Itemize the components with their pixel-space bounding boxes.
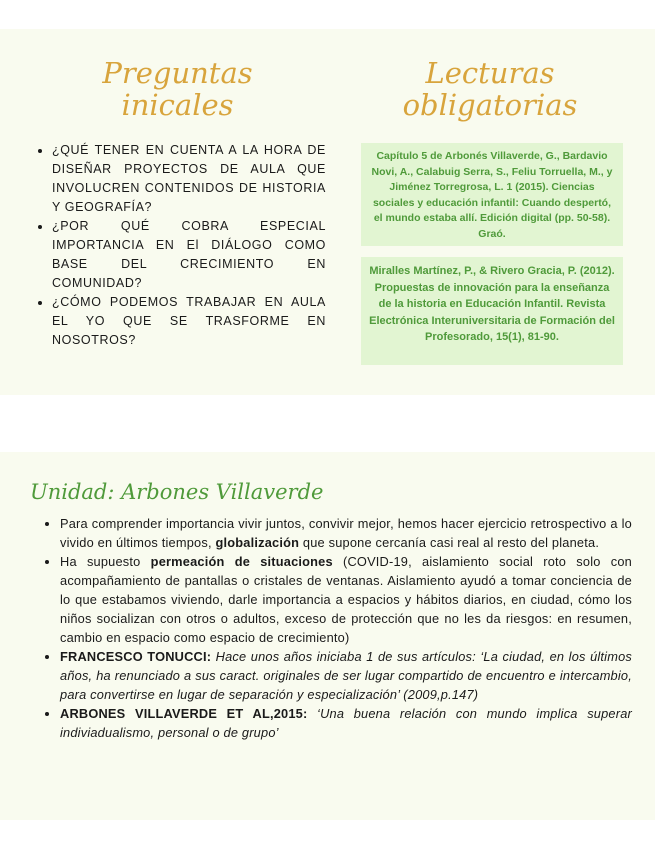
reading-reference-1: Capítulo 5 de Arbonés Villaverde, G., Bardavio Novi, A., Calabuig Serra, S., Feliu Torruella, M., y Jiménez Torregrosa, L. 1 (2015). Ciencias sociales y educación infantil: Cuando despertó, el mundo estaba allí. Edición digital (pp. 50-58). Graó. <box>361 143 623 246</box>
bullet-bold-text: ARBONES VILLAVERDE ET AL,2015: <box>60 706 308 721</box>
preguntas-title: Preguntas inicales <box>102 56 253 122</box>
unit-bullets <box>46 514 632 742</box>
bullet-quote-text: ‘Una buena relación con mundo implica superar indiviadualismo, personal o de grupo’ <box>60 706 632 740</box>
bullet-tonucci <box>60 647 632 704</box>
unit-title: Unidad: Arbones Villaverde <box>30 480 324 504</box>
bullet-bold-text: globalización <box>215 535 300 550</box>
bullet-globalizacion <box>60 514 632 552</box>
bullet-permeacion <box>60 552 632 647</box>
question-item: • ¿POR QUÉ COBRA ESPECIAL IMPORTANCIA EN El DIÁLOGO COMO BASE DEL CRECIMIENTO EN COMUNIDAD? <box>52 217 326 293</box>
questions-list <box>38 141 326 350</box>
bullet-arbones <box>60 704 632 742</box>
question-item: • ¿CÓMO PODEMOS TRABAJAR EN AULA EL YO QUE SE TRASFORME EN NOSOTROS? <box>52 293 326 350</box>
bullet-text: que supone cercanía casi real al resto del planeta. <box>299 535 600 550</box>
question-item: • ¿QUÉ TENER EN CUENTA A LA HORA DE DISEÑAR PROYECTOS DE AULA QUE INVOLUCREN CONTENIDOS DE HISTORIA Y GEOGRAFÍA? <box>52 141 326 217</box>
bullet-text: Ha supuesto <box>60 554 151 569</box>
bullet-quote-text: Hace unos años iniciaba 1 de sus artículos: ‘La ciudad, en los últimos años, ha renunciado a sus caract. originales de ser lugar compartido de encuentro e intercambio, para convertirse en lugar de separación y especialización’ (2009,p.147) <box>60 649 632 702</box>
bullet-bold-text: permeación de situaciones <box>150 554 333 569</box>
lecturas-title: Lecturas obligatorias <box>402 56 578 122</box>
bullet-bold-text: FRANCESCO TONUCCI: <box>60 649 212 664</box>
slide-unidad <box>0 452 655 820</box>
slide-preguntas-lecturas <box>0 29 655 395</box>
reading-reference-2: Miralles Martínez, P., & Rivero Gracia, P. (2012). Propuestas de innovación para la enseñanza de la historia en Educación Infantil. Revista Electrónica Interuniversitaria de Formación del Profesorado, 15(1), 81-90. <box>361 257 623 365</box>
bullet-text: (COVID-19, aislamiento social roto solo con acompañamiento de pantallas o cristales de ventanas. Aislamiento ayudó a tomar conciencia de lo que estabamos viviendo, darle importancia a espacios y hábitos diarios, en ciudad, cómo los niños socializan con otros o adultos, exceso de protección que no les da riesgos: en resumen, cambio en espacio como espacio de crecimiento) <box>60 554 632 645</box>
bullet-text: Para comprender importancia vivir juntos, convivir mejor, hemos hacer ejercicio retrospectivo a lo vivido en últimos tiempos, <box>60 516 632 550</box>
